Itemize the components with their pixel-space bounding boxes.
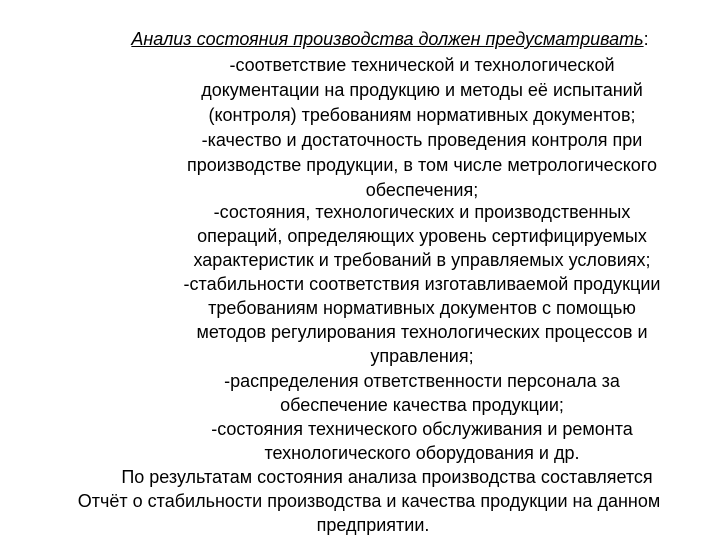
text-line: -состояния, технологических и производственных: [213, 202, 631, 222]
conclusion-line: предприятии.: [316, 515, 430, 535]
text-line: -состояния технического обслуживания и ремонта: [211, 419, 633, 439]
text-line: характеристик и требований в управляемых условиях;: [193, 250, 651, 270]
slide-title: [0, 27, 720, 51]
text-line: методов регулирования технологических процессов и: [196, 322, 648, 342]
text-line: -распределения ответственности персонала за: [224, 371, 620, 391]
title-text: Анализ состояния производства должен предусматривать: [131, 29, 644, 49]
text-line: обеспечения;: [365, 180, 479, 200]
text-line: документации на продукцию и методы её испытаний: [201, 80, 643, 100]
text-line: -качество и достаточность проведения контроля при: [201, 130, 643, 150]
text-line: -стабильности соответствия изготавливаемой продукции: [183, 274, 661, 294]
text-line: (контроля) требованиям нормативных документов;: [208, 105, 636, 125]
title-colon: :: [643, 29, 649, 49]
text-line: -соответствие технической и технологической: [229, 55, 615, 75]
text-line: производстве продукции, в том числе метрологического: [187, 155, 657, 175]
text-line: технологического оборудования и др.: [264, 443, 580, 463]
conclusion-line: Отчёт о стабильности производства и качества продукции на данном: [77, 491, 661, 511]
text-line: обеспечение качества продукции;: [280, 395, 564, 415]
conclusion-line: По результатам состояния анализа производства составляется: [121, 467, 653, 487]
text-line: требованиям нормативных документов с помощью: [208, 298, 636, 318]
text-line: операций, определяющих уровень сертифицируемых: [197, 226, 647, 246]
text-line: управления;: [370, 346, 474, 366]
